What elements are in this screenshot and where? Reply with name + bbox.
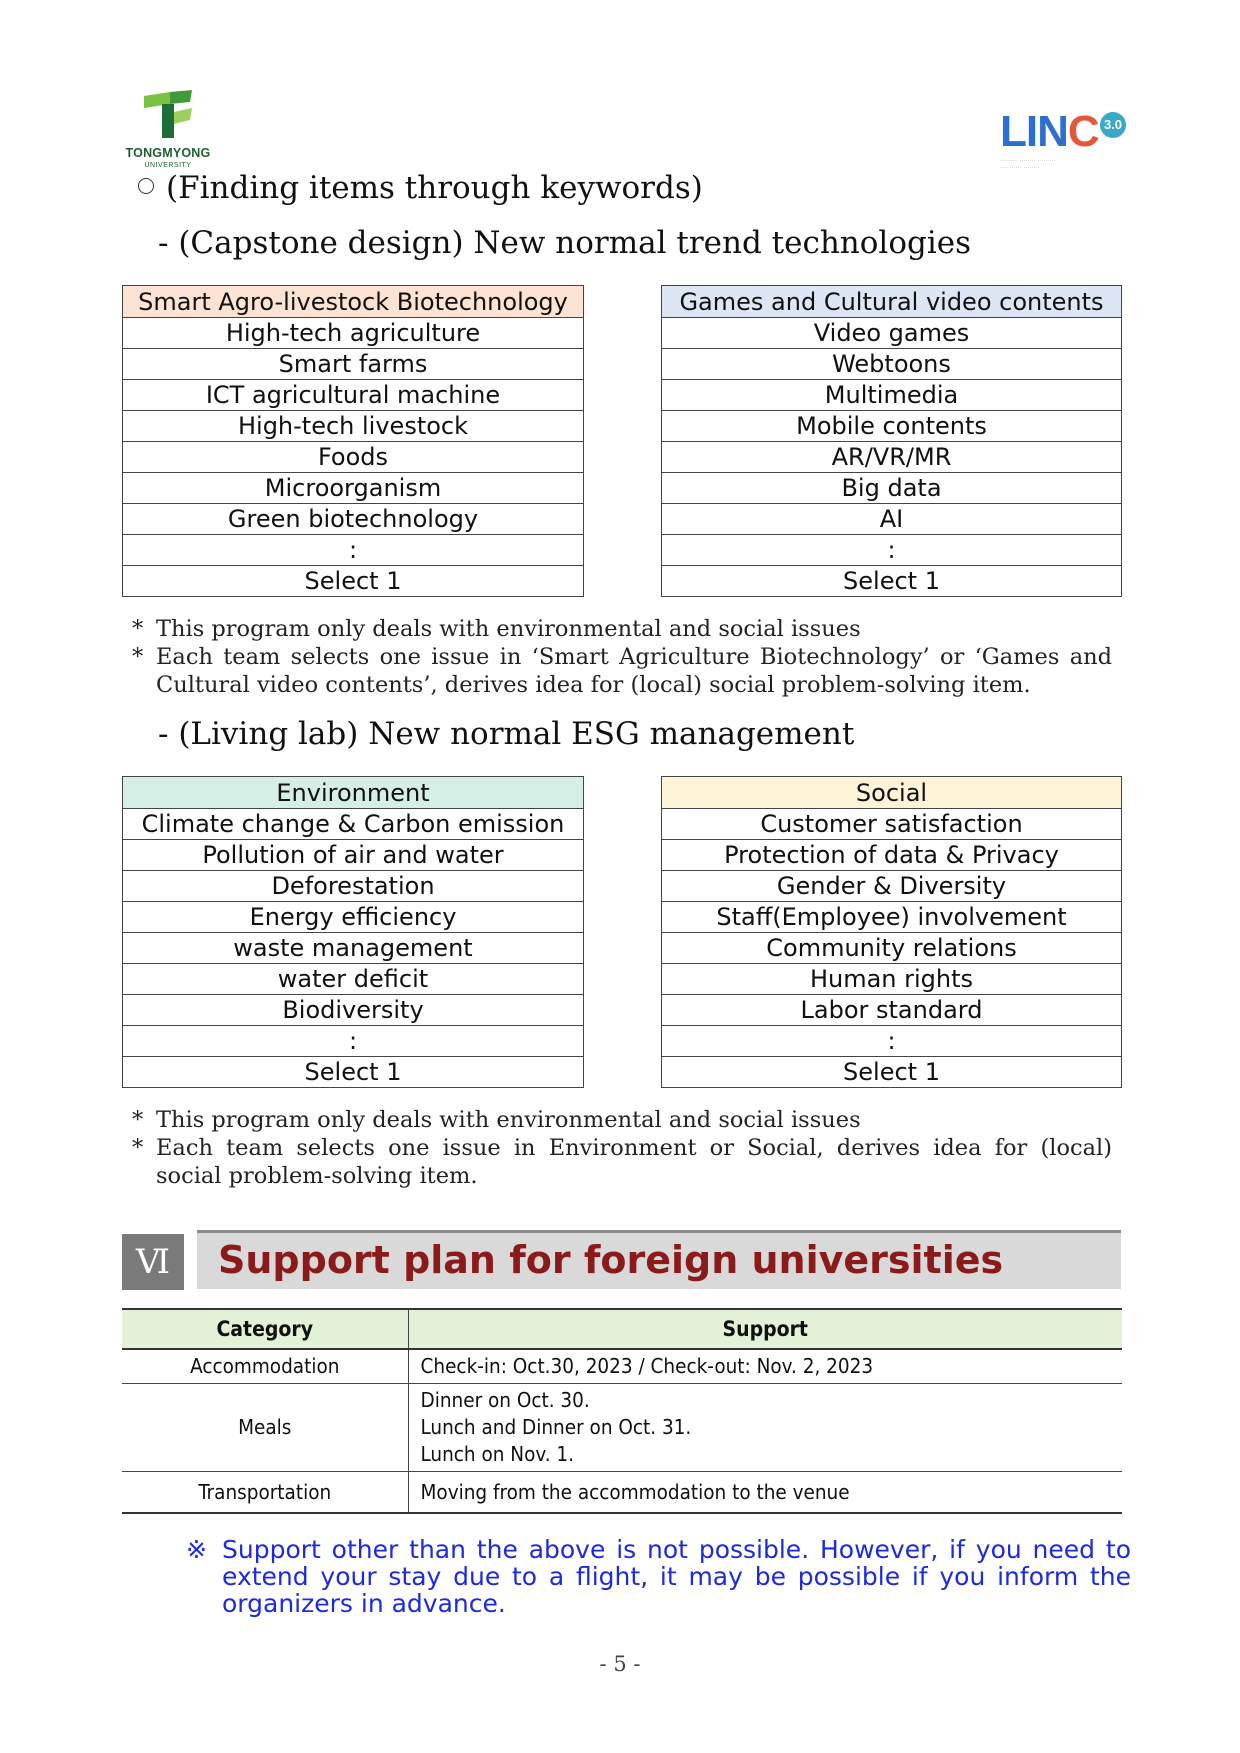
capstone-left-table bbox=[122, 285, 584, 597]
support-table bbox=[122, 1308, 1122, 1514]
tongmyong-university-logo bbox=[118, 90, 218, 176]
page-number: - 5 - bbox=[599, 1652, 641, 1676]
support-row-transportation bbox=[122, 1471, 1122, 1513]
keyword-table-cell: : bbox=[123, 1026, 584, 1057]
keyword-table-cell: Select 1 bbox=[662, 566, 1122, 597]
keyword-table-cell: Multimedia bbox=[662, 380, 1122, 411]
keyword-table-cell: Foods bbox=[123, 442, 584, 473]
support-category: Transportation bbox=[122, 1471, 408, 1513]
keyword-table-cell: : bbox=[662, 1026, 1122, 1057]
note-text: This program only deals with environmental and social issues bbox=[156, 1107, 861, 1133]
note-asterisk: * bbox=[132, 616, 144, 642]
support-note-text: Support other than the above is not possible. However, if you need to extend your stay due to a flight, it may be possible if you inform the organizers in advance. bbox=[222, 1535, 1131, 1618]
intro-heading bbox=[138, 170, 703, 206]
support-category: Meals bbox=[122, 1383, 408, 1471]
keyword-table-cell: AR/VR/MR bbox=[662, 442, 1122, 473]
keyword-table-cell: Mobile contents bbox=[662, 411, 1122, 442]
linc-logo bbox=[1000, 108, 1130, 170]
logo-university-name: TONGMYONG bbox=[125, 146, 211, 160]
note-asterisk: * bbox=[132, 1135, 144, 1161]
note-asterisk: * bbox=[132, 1107, 144, 1133]
keyword-table-cell: Deforestation bbox=[123, 871, 584, 902]
living-lab-left-table bbox=[122, 776, 584, 1088]
keyword-table-cell: Staff(Employee) involvement bbox=[662, 902, 1122, 933]
living-lab-right-table bbox=[661, 776, 1122, 1088]
keyword-table-cell: Video games bbox=[662, 318, 1122, 349]
keyword-table-header: Games and Cultural video contents bbox=[662, 286, 1122, 318]
keyword-table-cell: Biodiversity bbox=[123, 995, 584, 1026]
tongmyong-emblem-icon bbox=[140, 90, 196, 144]
note-text: Each team selects one issue in Environment or Social, derives idea for (local) social problem-solving item. bbox=[156, 1135, 1112, 1189]
living-lab-note-2 bbox=[132, 1134, 1112, 1190]
keyword-table-cell: Pollution of air and water bbox=[123, 840, 584, 871]
keyword-table-cell: Community relations bbox=[662, 933, 1122, 964]
keyword-table-cell: High-tech livestock bbox=[123, 411, 584, 442]
intro-heading-text: (Finding items through keywords) bbox=[166, 170, 703, 206]
keyword-table-cell: Green biotechnology bbox=[123, 504, 584, 535]
note-text: Each team selects one issue in ‘Smart Agriculture Biotechnology’ or ‘Games and Cultural video contents’, derives idea for (local) social problem-solving item. bbox=[156, 644, 1112, 698]
keyword-table-cell: Human rights bbox=[662, 964, 1122, 995]
capstone-heading: - (Capstone design) New normal trend technologies bbox=[158, 225, 972, 261]
section-number: Ⅵ bbox=[122, 1234, 184, 1290]
living-lab-heading: - (Living lab) New normal ESG management bbox=[158, 716, 855, 752]
living-lab-note-1 bbox=[132, 1106, 1112, 1134]
support-detail bbox=[408, 1349, 1122, 1383]
linc-logo-word: LINC bbox=[1000, 107, 1099, 156]
circle-bullet-icon bbox=[138, 178, 154, 194]
support-row-accommodation bbox=[122, 1349, 1122, 1383]
logo-university-sub: UNIVERSITY bbox=[144, 162, 192, 169]
reference-mark-icon: ※ bbox=[186, 1535, 207, 1564]
keyword-table-cell: Customer satisfaction bbox=[662, 809, 1122, 840]
keyword-table-cell: : bbox=[123, 535, 584, 566]
support-line: Lunch and Dinner on Oct. 31. bbox=[420, 1414, 692, 1439]
keyword-table-cell: High-tech agriculture bbox=[123, 318, 584, 349]
support-table-header-category: Category bbox=[122, 1309, 408, 1349]
note-text: This program only deals with environmental and social issues bbox=[156, 616, 861, 642]
support-detail bbox=[408, 1383, 1122, 1471]
keyword-table-cell: waste management bbox=[123, 933, 584, 964]
support-line: Lunch on Nov. 1. bbox=[420, 1441, 574, 1466]
keyword-table-cell: Select 1 bbox=[123, 566, 584, 597]
keyword-table-cell: Gender & Diversity bbox=[662, 871, 1122, 902]
support-table-header-support: Support bbox=[408, 1309, 1122, 1349]
capstone-note-2 bbox=[132, 643, 1112, 699]
capstone-right-table bbox=[661, 285, 1122, 597]
support-detail bbox=[408, 1471, 1122, 1513]
linc-logo-badge: 3.0 bbox=[1100, 112, 1126, 138]
support-note bbox=[186, 1536, 1131, 1617]
support-line: Dinner on Oct. 30. bbox=[420, 1387, 590, 1412]
keyword-table-cell: Smart farms bbox=[123, 349, 584, 380]
keyword-table-cell: : bbox=[662, 535, 1122, 566]
keyword-table-cell: Webtoons bbox=[662, 349, 1122, 380]
keyword-table-cell: Big data bbox=[662, 473, 1122, 504]
note-asterisk: * bbox=[132, 644, 144, 670]
support-line: Check-in: Oct.30, 2023 / Check-out: Nov. 2, 2023 bbox=[420, 1354, 874, 1379]
keyword-table-cell: water deficit bbox=[123, 964, 584, 995]
support-line: Moving from the accommodation to the venue bbox=[420, 1479, 850, 1504]
support-row-meals bbox=[122, 1383, 1122, 1471]
keyword-table-cell: Select 1 bbox=[662, 1057, 1122, 1088]
linc-logo-tagline-decoration: ········· ········ ········· ···· ······ ········ bbox=[1000, 158, 1056, 171]
keyword-table-cell: Microorganism bbox=[123, 473, 584, 504]
keyword-table-cell: Select 1 bbox=[123, 1057, 584, 1088]
keyword-table-cell: AI bbox=[662, 504, 1122, 535]
keyword-table-header: Environment bbox=[123, 777, 584, 809]
keyword-table-cell: Protection of data & Privacy bbox=[662, 840, 1122, 871]
section-title: Support plan for foreign universities bbox=[218, 1238, 1004, 1282]
keyword-table-header: Smart Agro-livestock Biotechnology bbox=[123, 286, 584, 318]
keyword-table-cell: Labor standard bbox=[662, 995, 1122, 1026]
support-category: Accommodation bbox=[122, 1349, 408, 1383]
capstone-note-1 bbox=[132, 615, 1112, 643]
keyword-table-header: Social bbox=[662, 777, 1122, 809]
keyword-table-cell: Climate change & Carbon emission bbox=[123, 809, 584, 840]
keyword-table-cell: Energy efficiency bbox=[123, 902, 584, 933]
keyword-table-cell: ICT agricultural machine bbox=[123, 380, 584, 411]
